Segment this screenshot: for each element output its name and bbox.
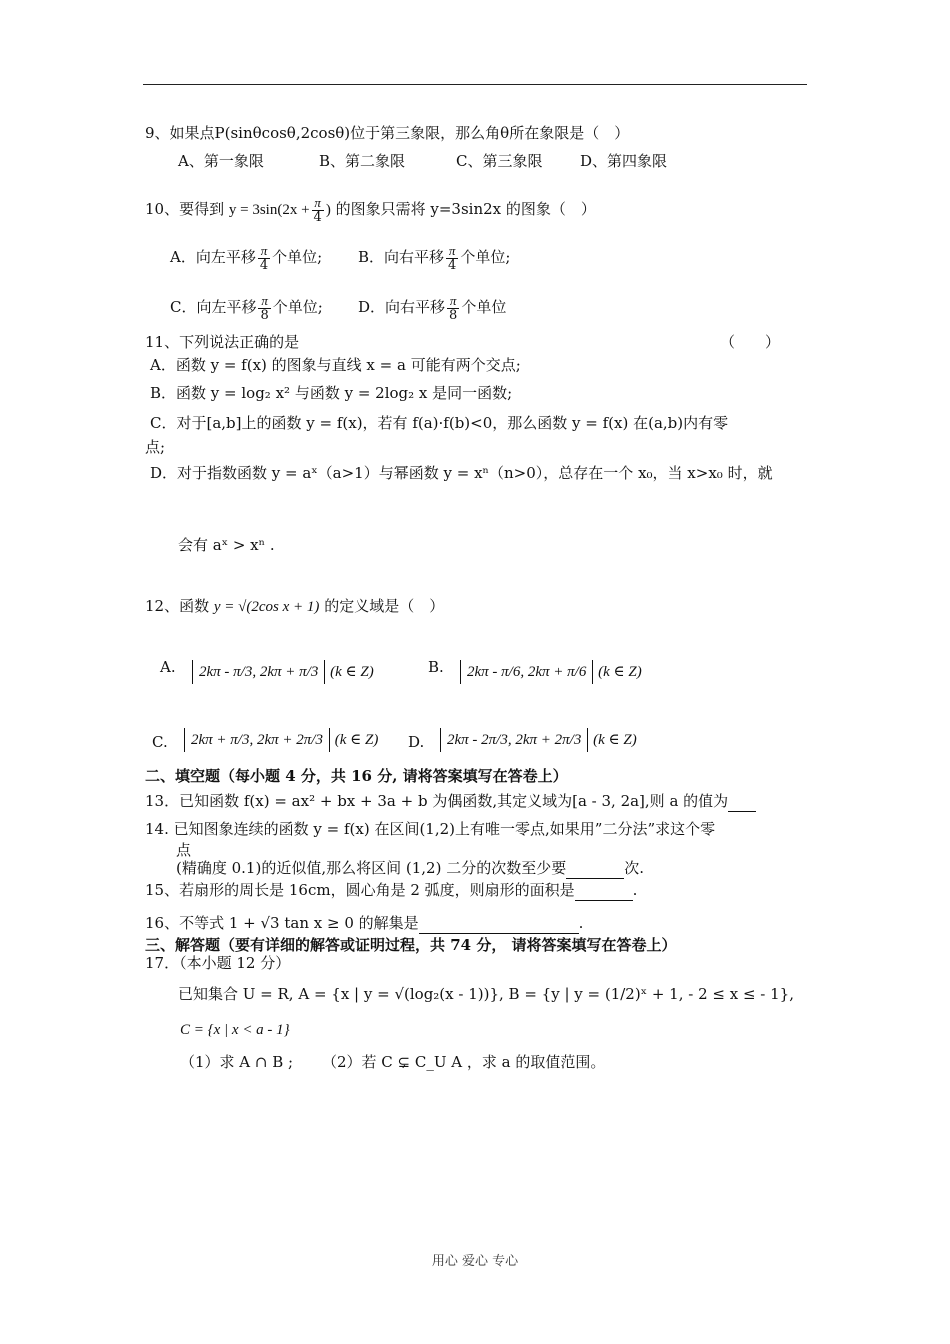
q13: 13．已知函数 f(x) = ax² + bx + 3a + b 为偶函数,其定义域为[a - 3, 2a],则 a 的值为 bbox=[145, 791, 756, 812]
q10-option-d: D．向右平移 $\frac{\pi}{8}$ 个单位 bbox=[358, 292, 507, 323]
q11-option-b: B．函数 y = log₂ x² 与函数 y = 2log₂ x 是同一函数; bbox=[150, 384, 513, 402]
q10-option-a: A．向左平移 $\frac{\pi}{4}$ 个单位; bbox=[170, 242, 323, 273]
q12-option-a-label: A. bbox=[160, 658, 176, 676]
q10-fraction: $\frac{\pi}{4}$ bbox=[313, 194, 322, 225]
section3-heading: 三、解答题（要有详细的解答或证明过程，共 74 分， 请将答案填写在答卷上） bbox=[145, 936, 677, 954]
q10-expr-left: y = 3sin(2x + bbox=[228, 202, 310, 218]
q9-option-a: A、第一象限 bbox=[178, 152, 264, 170]
q12-function: y = √(2cos x + 1) bbox=[213, 599, 320, 615]
section2-heading: 二、填空题（每小题 4 分，共 16 分, 请将答案填写在答卷上） bbox=[145, 767, 568, 785]
q11-option-c-line1: C．对于[a,b]上的函数 y = f(x)，若有 f(a)·f(b)<0，那么函数 y = f(x) 在(a,b)内有零 bbox=[150, 414, 729, 432]
q11-option-a: A．函数 y = f(x) 的图象与直线 x = a 可能有两个交点; bbox=[150, 356, 521, 374]
q9-option-c: C、第三象限 bbox=[456, 152, 543, 170]
q14-line2: 点 bbox=[176, 841, 192, 859]
q11-option-d-line2: 会有 aˣ > xⁿ . bbox=[178, 536, 275, 554]
q17-set-c: C = {x | x < a - 1} bbox=[180, 1022, 290, 1038]
q10-stem bbox=[145, 192, 596, 227]
q10-expr-right: ) bbox=[325, 202, 331, 218]
q9-option-b: B、第二象限 bbox=[319, 152, 406, 170]
q12-option-c-label: C. bbox=[152, 733, 168, 751]
q10-prefix: 10、要得到 bbox=[145, 200, 225, 218]
q11-option-d-line1: D．对于指数函数 y = aˣ（a>1）与幂函数 y = xⁿ（n>0），总存在一个 x₀，当 x>x₀ 时，就 bbox=[150, 464, 773, 482]
q11-title: 11、下列说法正确的是 bbox=[145, 333, 300, 351]
q11-option-c-line2: 点; bbox=[145, 438, 166, 456]
q12-option-b: 2kπ - π/6, 2kπ + π/6 (k ∈ Z) bbox=[460, 660, 642, 684]
q15: 15、若扇形的周长是 16cm，圆心角是 2 弧度，则扇形的面积是 . bbox=[145, 881, 638, 899]
q9-option-d: D、第四象限 bbox=[580, 152, 668, 170]
q17-part1: （1）求 A ∩ B ; bbox=[180, 1053, 294, 1071]
q17-part2: （2）若 C ⊊ C_U A ，求 a 的取值范围。 bbox=[322, 1053, 606, 1071]
page-footer: 用心 爱心 专心 bbox=[431, 1254, 519, 1269]
q12-option-d-label: D. bbox=[408, 733, 425, 751]
q12-option-c: 2kπ + π/3, 2kπ + 2π/3 (k ∈ Z) bbox=[184, 728, 378, 752]
q10-suffix: 的图象只需将 y=3sin2x 的图象（ ） bbox=[335, 200, 596, 218]
q10-option-c: C．向左平移 $\frac{\pi}{8}$ 个单位; bbox=[170, 292, 323, 323]
q17-title: 17．（本小题 12 分） bbox=[145, 954, 291, 972]
q14-line3: (精确度 0.1)的近似值,那么将区间 (1,2) 二分的次数至少要 次. bbox=[176, 859, 644, 877]
q12-option-b-label: B. bbox=[428, 658, 444, 676]
q17-sets: 已知集合 U = R, A = {x | y = √(log₂(x - 1))}, B = {y | y = (1/2)ˣ + 1, - 2 ≤ x ≤ - 1}, bbox=[178, 985, 794, 1003]
q14-line1: 14. 已知图象连续的函数 y = f(x) 在区间(1,2)上有唯一零点,如果用”二分法”求这个零 bbox=[145, 820, 716, 838]
q9-stem: 9、如果点P(sinθcosθ,2cosθ)位于第三象限，那么角θ所在象限是（ ） bbox=[145, 124, 630, 142]
q12-option-d: 2kπ - 2π/3, 2kπ + 2π/3 (k ∈ Z) bbox=[440, 728, 637, 752]
q12-option-a: 2kπ - π/3, 2kπ + π/3 (k ∈ Z) bbox=[192, 660, 374, 684]
q16: 16、不等式 1 + √3 tan x ≥ 0 的解集是 . bbox=[145, 914, 584, 932]
header-rule bbox=[143, 84, 807, 85]
q11-answer-bracket: （ ） bbox=[720, 333, 781, 351]
q12-stem: 12、函数 y = √(2cos x + 1) 的定义域是（ ） bbox=[145, 597, 445, 615]
q10-option-b: B．向右平移 $\frac{\pi}{4}$ 个单位; bbox=[358, 242, 511, 273]
